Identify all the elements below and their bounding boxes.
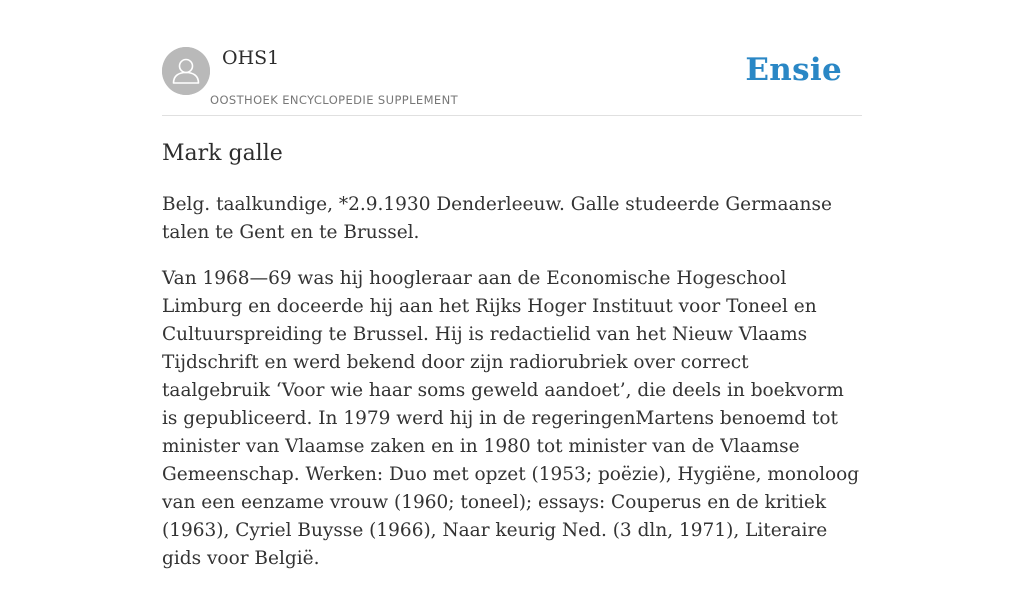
user-silhouette-icon xyxy=(162,47,210,95)
author-name[interactable]: OHS1 xyxy=(222,47,280,69)
article-paragraph: Van 1968—69 was hij hoogleraar aan de Economische Hogeschool Limburg en doceerde hij aan het Rijks Hoger Instituut voor Toneel en Cultuurspreiding te Brussel. Hij is redactielid van het Nieuw Vlaams Tijdschrift en werd bekend door zijn radiorubriek over correct taalgebruik ‘Voor wie haar soms geweld aandoet’, die deels in boekvorm is gepubliceerd. In 1979 werd hij in de regeringenMartens benoemd tot minister van Vlaamse zaken en in 1980 tot minister van de Vlaamse Gemeenschap. Werken: Duo met opzet (1953; poëzie), Hygiëne, monoloog van een eenzame vrouw (1960; toneel); essays: Couperus en de kritiek (1963), Cyriel Buysse (1966), Naar keurig Ned. (3 dln, 1971), Literaire gids voor België. xyxy=(162,268,860,569)
source-subtitle[interactable]: OOSTHOEK ENCYCLOPEDIE SUPPLEMENT xyxy=(210,93,459,107)
article xyxy=(162,138,862,591)
article-paragraph: Belg. taalkundige, *2.9.1930 Denderleeuw. Galle studeerde Germaanse talen te Gent en te Brussel. xyxy=(162,194,832,243)
avatar[interactable] xyxy=(162,47,210,95)
article-title: Mark galle xyxy=(162,141,283,166)
brand-logo[interactable]: Ensie xyxy=(745,52,842,88)
author-header xyxy=(162,46,862,116)
